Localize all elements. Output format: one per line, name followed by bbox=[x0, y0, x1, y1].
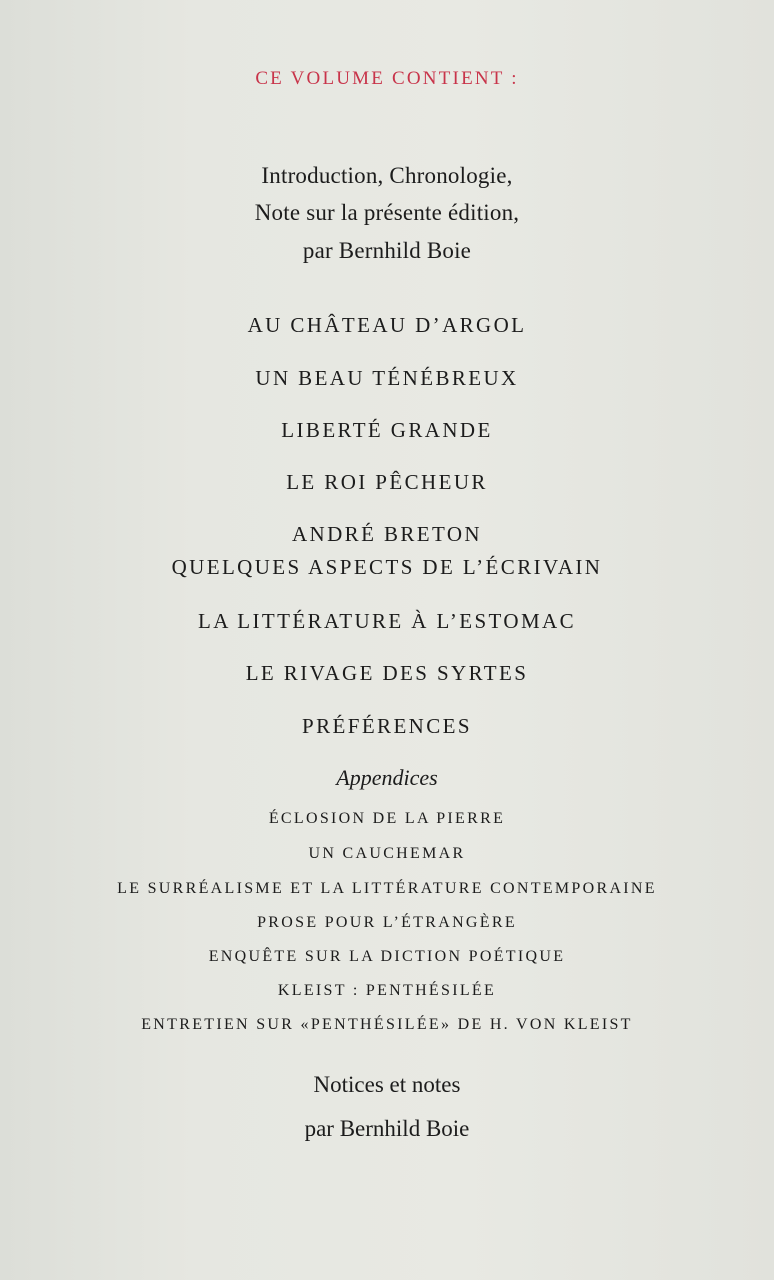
appendix-item: KLEIST : PENTHÉSILÉE bbox=[277, 982, 497, 999]
intro-line-3: par Bernhild Boie bbox=[302, 238, 472, 263]
intro-line-2: Note sur la présente édition, bbox=[254, 200, 520, 225]
appendix-item: PROSE POUR L’ÉTRANGÈRE bbox=[257, 914, 517, 931]
work-title: LA LITTÉRATURE À L’ESTOMAC bbox=[198, 609, 576, 633]
work-title: PRÉFÉRENCES bbox=[302, 714, 472, 738]
work-title: LE RIVAGE DES SYRTES bbox=[245, 661, 529, 685]
appendix-item: ÉCLOSION DE LA PIERRE bbox=[268, 810, 506, 827]
appendix-item: ENQUÊTE SUR LA DICTION POÉTIQUE bbox=[208, 948, 566, 965]
work-title: ANDRÉ BRETON bbox=[291, 522, 482, 546]
intro-line-1: Introduction, Chronologie, bbox=[261, 163, 513, 188]
appendix-item: LE SURRÉALISME ET LA LITTÉRATURE CONTEMPORAINE bbox=[117, 880, 657, 897]
appendix-item: UN CAUCHEMAR bbox=[308, 845, 466, 862]
appendix-item: ENTRETIEN SUR «PENTHÉSILÉE» DE H. VON KLEIST bbox=[141, 1016, 633, 1033]
notes-line-2: par Bernhild Boie bbox=[304, 1116, 470, 1141]
work-title: UN BEAU TÉNÉBREUX bbox=[255, 366, 519, 390]
notes-line-1: Notices et notes bbox=[313, 1072, 461, 1097]
work-title: AU CHÂTEAU D’ARGOL bbox=[247, 313, 527, 337]
work-title: LE ROI PÊCHEUR bbox=[286, 470, 488, 494]
appendices-heading: Appendices bbox=[336, 765, 438, 790]
work-subtitle: QUELQUES ASPECTS DE L’ÉCRIVAIN bbox=[171, 555, 603, 579]
volume-contents-header: CE VOLUME CONTIENT : bbox=[255, 68, 519, 89]
work-title: LIBERTÉ GRANDE bbox=[281, 418, 493, 442]
